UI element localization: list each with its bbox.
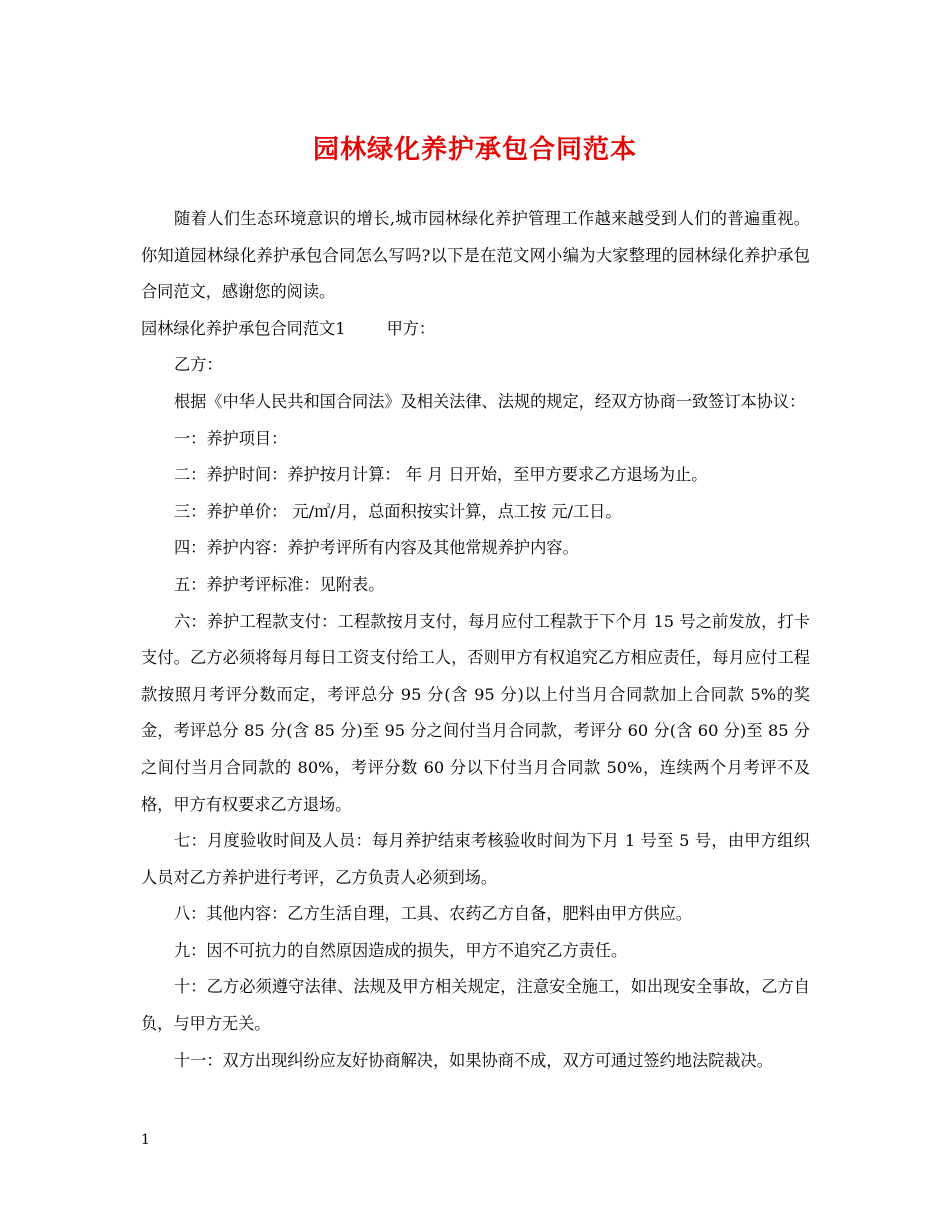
clause-9: 九：因不可抗力的自然原因造成的损失，甲方不追究乙方责任。 xyxy=(174,940,628,960)
clause-4: 四：养护内容：养护考评所有内容及其他常规养护内容。 xyxy=(174,538,579,558)
page-number: 1 xyxy=(141,1132,150,1148)
clause-2: 二：养护时间：养护按月计算： 年 月 日开始，至甲方要求乙方退场为止。 xyxy=(174,465,708,485)
sample-heading-line xyxy=(141,311,810,348)
document-title: 园林绿化养护承包合同范本 xyxy=(312,135,637,165)
party-b-label: 乙方： xyxy=(174,355,223,375)
clause-8: 八：其他内容：乙方生活自理，工具、农药乙方自备，肥料由甲方供应。 xyxy=(174,904,692,924)
clause-6: 六：养护工程款支付：工程款按月支付，每月应付工程款于下个月 15 号之前发放，打卡支付。乙方必须将每月每日工资支付给工人，否则甲方有权追究乙方相应责任，每月应付工程款按照月考评分数而定，考评总分 95 分(含 95 分)以上付当月合同款加上合同款 5%的奖金，考评总分 85 分(含 85 分)至 95 分之间付当月合同款，考评分 60 分(含 60 分)至 85 分之间付当月合同款的 80%，考评分数 60 分以下付当月合同款 50%，连续两个月考评不及格，甲方有权要求乙方退场。 xyxy=(141,611,810,814)
clause-7: 七：月度验收时间及人员：每月养护结束考核验收时间为下月 1 号至 5 号，由甲方组织人员对乙方养护进行考评，乙方负责人必须到场。 xyxy=(141,831,810,887)
clause-5: 五：养护考评标准：见附表。 xyxy=(174,574,385,594)
clause-11: 十一：双方出现纠纷应友好协商解决，如果协商不成，双方可通过签约地法院裁决。 xyxy=(174,1050,773,1070)
preamble-paragraph: 根据《中华人民共和国合同法》及相关法律、法规的规定，经双方协商一致签订本协议： xyxy=(174,391,806,411)
document-body xyxy=(141,201,810,1079)
clause-10: 十：乙方必须遵守法律、法规及甲方相关规定，注意安全施工，如出现安全事故，乙方自负，与甲方无关。 xyxy=(141,977,810,1034)
sample-heading: 园林绿化养护承包合同范文1 xyxy=(141,318,346,338)
party-a-label: 甲方： xyxy=(386,318,436,338)
intro-paragraph: 随着人们生态环境意识的增长,城市园林绿化养护管理工作越来越受到人们的普遍重视。你知道园林绿化养护承包合同怎么写吗?以下是在范文网小编为大家整理的园林绿化养护承包合同范文，感谢您的阅读。 xyxy=(141,209,810,302)
clause-1: 一：养护项目： xyxy=(174,428,288,448)
clause-3: 三：养护单价： 元/㎡/月，总面积按实计算，点工按 元/工日。 xyxy=(174,501,622,521)
